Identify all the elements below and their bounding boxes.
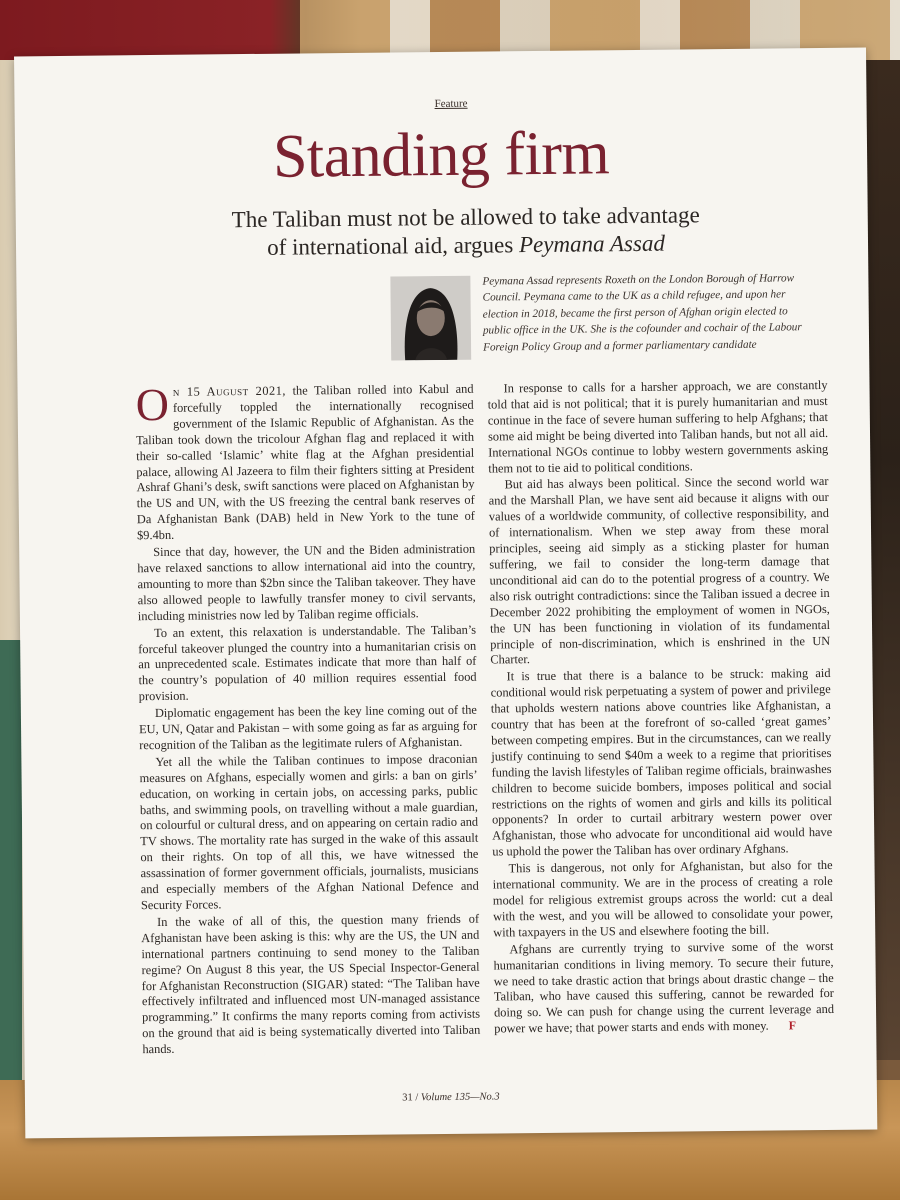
paragraph: In response to calls for a harsher approach, we are constantly told that aid is not political; that it is purely humanitarian and must continue in the face of severe human suffering to help Afghans; that some aid might be being diverted into Taliban hands, but not all aid. International NGOs continue to lobby western governments asking them not to tie aid to political conditions. [487, 377, 829, 476]
author-bio: Peymana Assad represents Roxeth on the London Borough of Harrow Council. Peymana came to the UK as a child refugee, and upon her election in 2018, became the first person of Afghan origin elected to public office in the UK. She is the cofounder and cochair of the Labour Foreign Policy Group and a former parliamentary candidate [482, 272, 802, 354]
paragraph: To an extent, this relaxation is understandable. The Taliban’s forceful takeover plunged the country into a humanitarian crisis on an unprecedented scale. Estimates indicate that more than half of the country’s population of 40 million requires essential food provision. [138, 622, 477, 704]
paragraph [493, 939, 834, 1038]
paragraph-text: the Taliban rolled into Kabul and forcefully toppled the internationally recognised government of the Islamic Republic of Afghanistan. As the Taliban took down the tricolour Afghan flag and replaced it with their so-called ‘Islamic’ white flag at the Afghan presidential palace, allowing Al Jazeera to film their fighters sitting at President Ashraf Ghani’s desk, swift sanctions were placed on Afghanistan by the US and UN, with the US freezing the central bank reserves of Da Afghanistan Bank (DAB) held in New York to the tune of $9.4bn. [135, 381, 475, 543]
green-cover-edge [0, 640, 22, 1090]
article-column-left [135, 378, 481, 1060]
article-column-right [487, 378, 834, 1039]
paragraph: Diplomatic engagement has been the key line coming out of the EU, UN, Qatar and Pakistan – with some going as far as arguing for recognition of the Taliban as the legitimate rulers of Afghanistan. [139, 702, 478, 753]
standfirst-line-1: The Taliban must not be allowed to take advantage [231, 202, 700, 233]
paragraph: In the wake of all of this, the question many friends of Afghanistan have been asking is this: why are the US, the UN and international partners continuing to send money to the Taliban regime? On August 8 this year, the US Special Inspector-General for Afghanistan Reconstruction (SIGAR) stated: “The Taliban have effectively infiltrated and influenced most UN-managed assistance programming.” It confirms the many reports coming from activists on the ground that aid is being systematically diverted into Taliban hands. [141, 911, 481, 1057]
paragraph-text: Afghans are currently trying to survive some of the worst humanitarian conditions in living memory. To secure their future, we need to take drastic action that brings about drastic change – the Taliban, who have caused this suffering, cannot be rewarded for doing so. We can push for change using the current leverage and power we have; that power starts and ends with money. [493, 938, 835, 1036]
end-mark-icon: F [788, 1018, 797, 1033]
standfirst [166, 201, 767, 263]
paragraph [135, 378, 475, 545]
page-number: 31 / [402, 1092, 421, 1104]
paragraph: This is dangerous, not only for Afghanistan, but also for the international community. We are in the process of creating a role model for religious extremist groups across the world: cut a deal with the west, and you will be allowed to consolidate your power, with taxpayers in the US and elsewhere footing the bill. [492, 858, 834, 940]
author-name: Peymana Assad [518, 230, 666, 258]
standfirst-line-2-text: of international aid, argues [267, 232, 520, 260]
author-photo [390, 276, 471, 361]
drop-cap: O [135, 378, 170, 431]
paragraph: Since that day, however, the UN and the Biden administration have relaxed sanctions to allow international aid into the country, amounting to more than $2bn since the Taliban takeover. They have also allowed people to lawfully transfer money to civil servants, including ministries now led by Taliban regime officials. [137, 541, 476, 623]
section-label: Feature [434, 97, 468, 111]
paragraph: It is true that there is a balance to be struck: making aid conditional would risk perpetuating a system of power and privilege that upholds western nations above countries like Afghanistan, a country that has been at the forefront of so-called ‘great games’ between competing empires. But in the circumstances, can we really justify continuing to send $40m a week to a regime that prioritises funding the lavish lifestyles of Taliban regime officials, brainwashes children to become suicide bombers, imposes political and social restrictions on the rights of women and girls and kills its political opponents? In order to curtail arbitrary western power over Afghanistan, those who advocate for unconditional aid would have us uphold the power the Taliban has over ordinary Afghans. [490, 666, 833, 859]
article-title: Standing firm [272, 119, 610, 191]
magazine-page [14, 48, 877, 1139]
page-folio [25, 1087, 877, 1107]
volume-number: Volume 135—No.3 [420, 1091, 500, 1104]
lead-in: n 15 August 2021, [172, 383, 287, 399]
paragraph: Yet all the while the Taliban continues to impose draconian measures on Afghans, especially women and girls: a ban on girls’ education, on working in certain jobs, on accessing parks, public baths, and swimming pools, on travelling without a male guardian, on colourful or cultural dress, and on appearing on certain radio and TV shows. The mortality rate has surged in the wake of this assault on their rights. On top of all this, we have witnessed the assassination of former government officials, journalists, musicians and especially members of the Afghan National Defence and Security Forces. [139, 751, 479, 913]
paragraph: But aid has always been political. Since the second world war and the Marshall Plan, we have sent aid because it aligns with our values of a worldwide community, of collective responsibility, and of internationalism. When we step away from these moral principles, seeing aid simply as a sticking plaster for human suffering, we fail to consider the long-term damage that unconditional aid can do to the potential progress of a country. We also risk outright contradictions: since the Taliban issued a decree in December 2022 prohibiting the employment of women in NGOs, the UN has been functioning in violation of its fundamental principle of non-discrimination, which is enshrined in the UN Charter. [488, 474, 831, 667]
